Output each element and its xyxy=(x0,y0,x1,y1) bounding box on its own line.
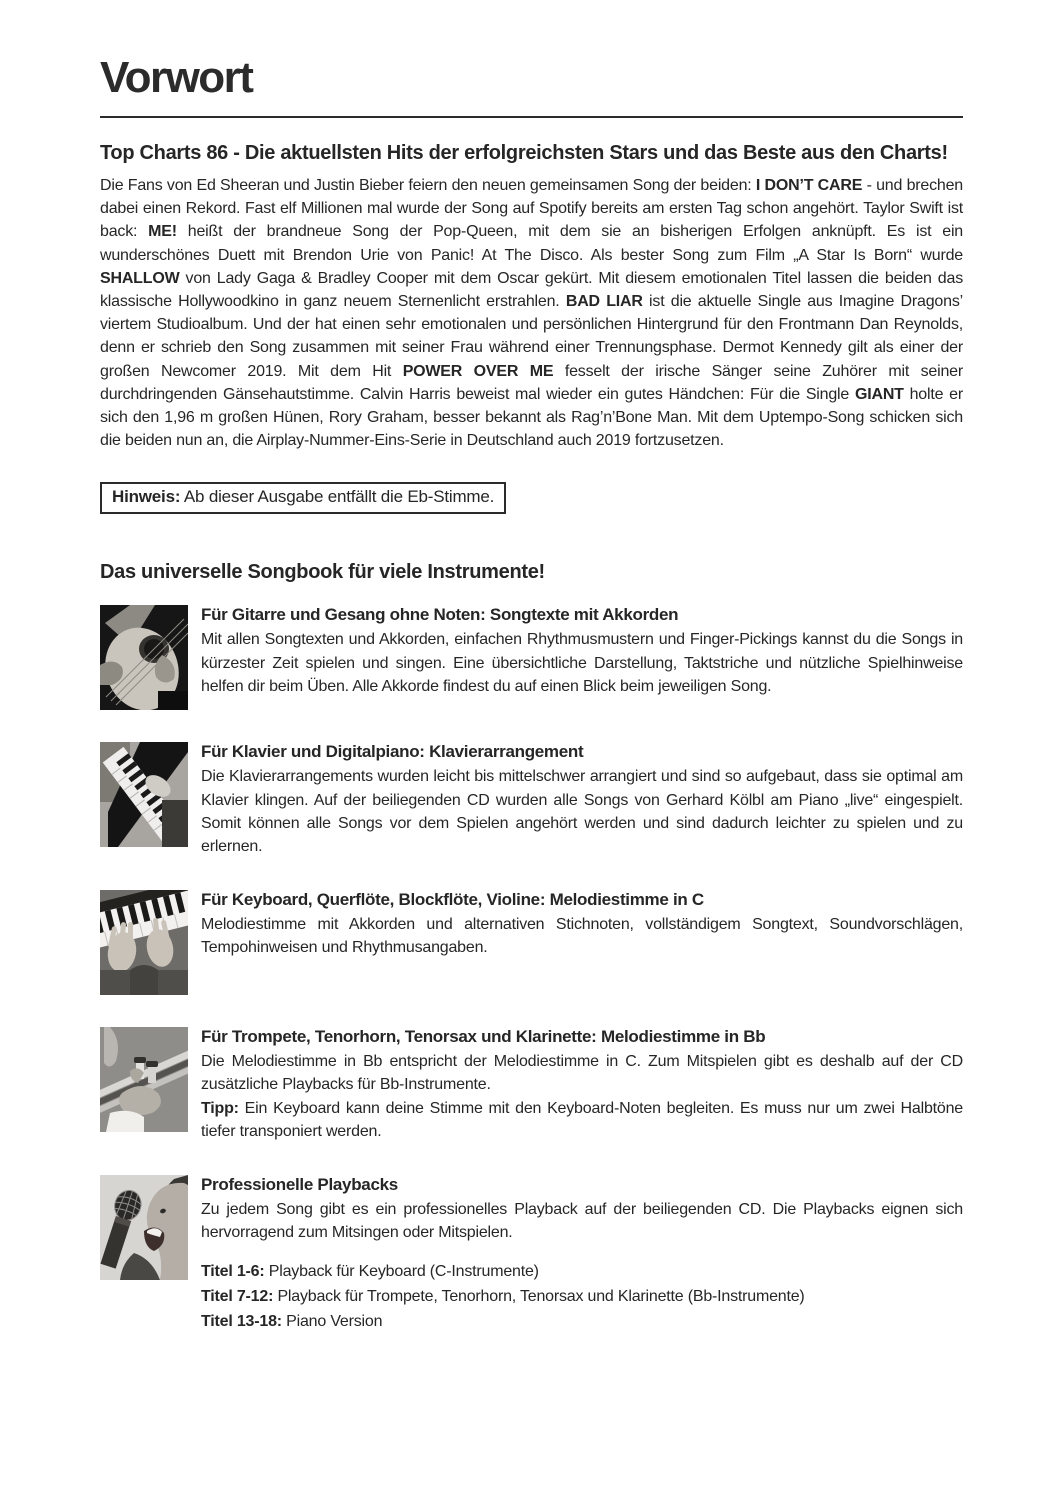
section-heading: Für Keyboard, Querflöte, Blockflöte, Violine: Melodiestimme in C xyxy=(201,890,704,910)
track-label: Titel 13-18: xyxy=(201,1313,282,1331)
piano-photo xyxy=(100,742,188,847)
title-divider xyxy=(100,116,963,118)
notice-label: Hinweis: xyxy=(112,487,181,507)
instrument-section-keyboard xyxy=(100,890,963,995)
notice-text: Ab dieser Ausgabe entfällt die Eb-Stimme. xyxy=(180,487,495,507)
track-line-1 xyxy=(201,1259,963,1284)
section-text xyxy=(201,890,963,959)
track-line-3 xyxy=(201,1309,963,1334)
track-text: Playback für Keyboard (C-Instrumente) xyxy=(264,1263,539,1281)
notice-box xyxy=(100,482,506,514)
track-label: Titel 7-12: xyxy=(201,1288,274,1306)
section-paragraph: Die Melodiestimme in Bb entspricht der Melodiestimme in C. Zum Mitspielen gibt es deshalb auf der CD zusätzliche Playbacks für Bb-Instrumente. xyxy=(201,1053,963,1094)
section-text xyxy=(201,605,963,698)
songbook-heading: Das universelle Songbook für viele Instrumente! xyxy=(100,561,545,584)
section-paragraph-tip: Tipp: Ein Keyboard kann deine Stimme mit den Keyboard-Noten begleiten. Es muss nur um zwei Halbtöne tiefer transponiert werden. xyxy=(201,1099,963,1140)
trumpet-photo xyxy=(100,1027,188,1132)
section-paragraph: Zu jedem Song gibt es ein professionelles Playback auf der beiliegenden CD. Die Playbacks eignen sich hervorragend zum Mitsingen oder Mitspielen. xyxy=(201,1201,963,1242)
cd-track-list xyxy=(201,1259,963,1334)
page-title: Vorwort xyxy=(100,53,253,102)
track-text: Piano Version xyxy=(281,1313,383,1331)
instrument-section-trumpet xyxy=(100,1027,963,1143)
track-label: Titel 1-6: xyxy=(201,1263,265,1281)
section-paragraph: Die Klavierarrangements wurden leicht bis mittelschwer arrangiert und sind so aufgebaut, dass sie optimal am Klavier klingen. Auf der beiliegenden CD wurden alle Songs von Gerhard Kölbl am Piano „live“ eingespielt. Somit können alle Songs vor dem Spielen angehört werden und sind dadurch leichter zu spielen und zu erlernen. xyxy=(201,768,963,856)
acoustic-guitar-photo xyxy=(100,605,188,710)
section-paragraph: Mit allen Songtexten und Akkorden, einfachen Rhythmusmustern und Finger-Pickings kannst du die Songs in kürzester Zeit spielen und singen. Eine übersichtliche Darstellung, Taktstriche und nützliche Spielhinweise helfen dir beim Üben. Alle Akkorde findest du auf einen Blick beim jeweiligen Song. xyxy=(201,631,963,695)
singer-photo xyxy=(100,1175,188,1280)
section-text xyxy=(201,1027,963,1143)
section-paragraph: Melodiestimme mit Akkorden und alternativen Stichnoten, vollständigem Songtext, Soundvorschlägen, Tempohinweisen und Rhythmusangaben. xyxy=(201,916,963,957)
section-heading: Für Trompete, Tenorhorn, Tenorsax und Klarinette: Melodiestimme in Bb xyxy=(201,1027,766,1047)
section-text xyxy=(201,1175,963,1334)
keyboard-photo xyxy=(100,890,188,995)
instrument-section-playbacks xyxy=(100,1175,963,1334)
intro-heading: Top Charts 86 - Die aktuellsten Hits der erfolgreichsten Stars und das Beste aus den Charts! xyxy=(100,142,948,164)
instrument-section-piano xyxy=(100,742,963,858)
section-text xyxy=(201,742,963,858)
track-text: Playback für Trompete, Tenorhorn, Tenorsax und Klarinette (Bb-Instrumente) xyxy=(273,1288,805,1306)
section-heading: Professionelle Playbacks xyxy=(201,1175,398,1195)
intro-paragraph: Die Fans von Ed Sheeran und Justin Bieber feiern den neuen gemeinsamen Song der beiden: I DON’T CARE - und brechen dabei einen Rekord. Fast elf Millionen mal wurde der Song auf Spotify bereits am ersten Tag schon angehört. Taylor Swift ist back: ME! heißt der brandneue Song der Pop-Queen, mit dem sie an bisherigen Erfolgen anknüpft. Es ist ein wunderschönes Duett mit Brendon Urie von Panic! At The Disco. Als bester Song zum Film „A Star Is Born“ wurde SHALLOW von Lady Gaga & Bradley Cooper mit dem Oscar gekürt. Mit diesem emotionalen Titel lassen die beiden das klassische Hollywoodkino in ganz neuem Sternenlicht erstrahlen. BAD LIAR ist die aktuelle Single aus Imagine Dragons’ viertem Studioalbum. Und der hat einen sehr emotionalen und persönlichen Hintergrund für den Frontmann Dan Reynolds, denn er schrieb den Song zusammen mit seiner Frau während einer Trennungsphase. Dermot Kennedy gilt als einer der großen Newcomer 2019. Mit dem Hit POWER OVER ME fesselt der irische Sänger seine Zuhörer mit seiner durchdringenden Gänsehautstimme. Calvin Harris beweist mal wieder ein gutes Händchen: Für die Single GIANT holte er sich den 1,96 m großen Hünen, Rory Graham, besser bekannt als Rag’n’Bone Man. Mit dem Uptempo-Song schicken sich die beiden nun an, die Airplay-Nummer-Eins-Serie in Deutschland auch 2019 fortzusetzen. xyxy=(100,177,963,450)
section-heading: Für Gitarre und Gesang ohne Noten: Songtexte mit Akkorden xyxy=(201,605,679,625)
section-heading: Für Klavier und Digitalpiano: Klavierarrangement xyxy=(201,742,584,762)
track-line-2 xyxy=(201,1284,963,1309)
instrument-section-guitar xyxy=(100,605,963,710)
